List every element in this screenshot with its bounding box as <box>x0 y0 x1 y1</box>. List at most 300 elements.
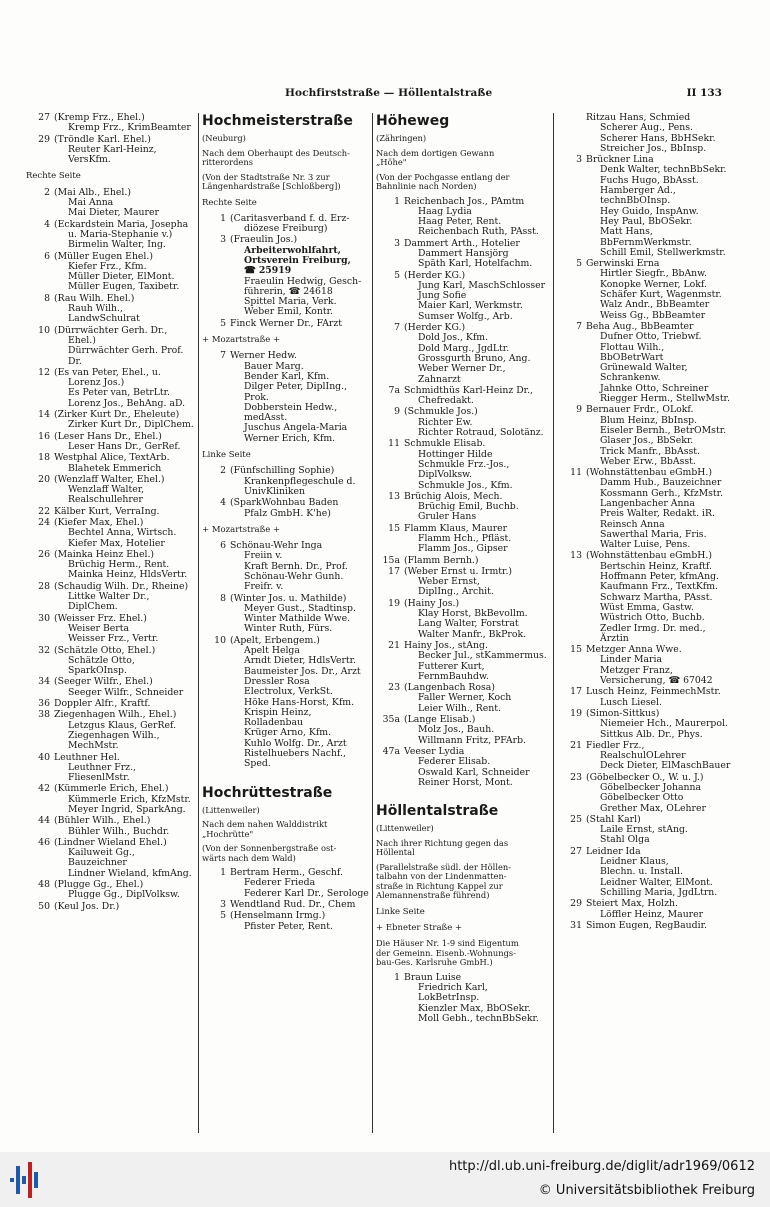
resident-line: Freiin v. <box>244 550 283 562</box>
resident-line: Lusch Liesel. <box>600 696 662 708</box>
house-number: 18 <box>38 452 50 464</box>
address-entry <box>26 326 196 367</box>
resident-line: (Lindner Wieland Ehel.) <box>54 836 167 848</box>
entry-body <box>230 911 370 932</box>
resident-line: Kiefer Max, Hotelier <box>68 537 165 549</box>
address-entry <box>26 368 196 409</box>
note-line: Bahnlinie nach Norden) <box>376 181 477 191</box>
resident-line: Weber Emil, Kontr. <box>244 306 334 318</box>
address-entry <box>376 239 550 270</box>
resident-line: Brüchig Emil, Buchb. <box>418 501 519 513</box>
address-entry <box>26 677 196 698</box>
entry-body <box>404 323 550 385</box>
address-entry <box>26 294 196 325</box>
house-number: 1 <box>394 971 400 983</box>
resident-line: (Apelt, Erbengem.) <box>230 634 320 646</box>
street-note <box>202 149 370 168</box>
house-number: 3 <box>394 237 400 249</box>
resident-line: Wendtland Rud. Dr., Chem <box>230 899 356 911</box>
resident-line: Blechn. u. Install. <box>600 866 683 878</box>
street-note <box>376 839 550 858</box>
column-rule <box>553 113 554 1133</box>
resident-line: Zirker Kurt Dr., DiplChem. <box>68 419 194 431</box>
resident-line: (Kremp Frz., Ehel.) <box>54 113 145 123</box>
resident-line: Kienzler Max, BbOSekr. <box>418 1002 531 1014</box>
resident-line: Weber Werner Dr., Zahnarzt <box>418 363 506 385</box>
section-label: Linke Seite <box>202 450 251 461</box>
house-number: 44 <box>38 815 50 827</box>
spacer <box>376 789 550 803</box>
resident-line: Reichenbach Ruth, PAsst. <box>418 226 539 238</box>
entry-body <box>586 921 750 931</box>
address-entry <box>202 466 370 497</box>
resident-line: Lindner Wieland, kfmAng. <box>68 867 192 879</box>
address-entry <box>376 567 550 598</box>
resident-line: Veeser Lydia <box>404 745 465 757</box>
resident-line: Krispin Heinz, Rolladenbau <box>244 706 312 729</box>
resident-line: Bechtel Anna, Wirtsch. <box>68 527 177 539</box>
column-3 <box>376 113 550 1133</box>
address-entry <box>26 475 196 506</box>
address-entry <box>26 432 196 453</box>
resident-line: Fiedler Frz., <box>586 739 645 751</box>
resident-line: Molz Jos., Bauh. <box>418 724 495 736</box>
address-entry <box>202 319 370 329</box>
resident-line: Hey Guido, InspAnw. <box>600 205 699 217</box>
resident-line: Löffler Heinz, Maurer <box>600 908 704 920</box>
address-entry <box>376 715 550 746</box>
resident-line: Müller Eugen, Taxibetr. <box>68 281 180 293</box>
entry-body <box>586 899 750 920</box>
house-number: 6 <box>44 250 50 262</box>
resident-line: Stahl Olga <box>600 834 650 846</box>
address-entry <box>26 614 196 645</box>
entry-body <box>54 816 196 837</box>
entry-body <box>230 319 370 329</box>
entry-body <box>230 498 370 519</box>
note-line: Nach dem dortigen Gewann <box>376 147 495 158</box>
resident-line: (Göbelbecker O., W. u. J.) <box>586 771 704 783</box>
footer-bar <box>0 1152 770 1207</box>
resident-line: (Schmukle Jos.) <box>404 406 478 418</box>
resident-line: Scherer Hans, BbHSekr. <box>600 132 716 144</box>
resident-line: (Schaudig Wilh. Dr., Rheine) <box>54 580 189 592</box>
house-number: 8 <box>44 292 50 304</box>
resident-line: (Keul Jos. Dr.) <box>54 900 120 912</box>
street-note <box>376 134 550 144</box>
resident-line: Weber Erw., BbAsst. <box>600 455 696 467</box>
note-line: Nach ihrer Richtung gegen das <box>376 837 509 848</box>
note-line: Die Häuser Nr. 1-9 sind Eigentum <box>376 938 519 949</box>
entry-body <box>586 815 750 846</box>
address-entry <box>26 220 196 251</box>
resident-line: Kraft Bernh. Dr., Prof. <box>244 560 348 572</box>
entry-body <box>54 550 196 581</box>
resident-line: (Bühler Wilh., Ehel.) <box>54 815 151 827</box>
resident-line: Streicher Jos., BbInsp. <box>600 142 707 154</box>
entry-body <box>586 645 750 686</box>
entry-body <box>230 541 370 592</box>
resident-line: Plugge Gg., DiplVolksw. <box>68 889 180 901</box>
resident-line: DiplVolksw. <box>418 469 472 481</box>
note-line: (Neuburg) <box>202 133 246 143</box>
entry-body <box>586 741 750 772</box>
address-entry <box>558 741 750 772</box>
house-number: 4 <box>220 497 226 509</box>
address-entry <box>26 410 196 431</box>
resident-line: (Kiefer Max, Ehel.) <box>54 516 144 528</box>
resident-line: Dobberstein Hedw., <box>244 401 338 413</box>
resident-line: Sumser Wolfg., Arb. <box>418 310 513 322</box>
house-number: 13 <box>388 490 400 502</box>
resident-line: Bernauer Frdr., OLokf. <box>586 404 694 416</box>
library-logo-icon <box>8 1160 42 1200</box>
resident-line: (Tröndle Karl. Ehel.) <box>54 133 151 145</box>
resident-line: Konopke Werner, Lokf. <box>600 278 707 290</box>
entry-body <box>54 646 196 677</box>
resident-line: Klay Horst, BkBevollm. <box>418 608 528 620</box>
address-entry <box>558 847 750 898</box>
note-line: bau-Ges. Karlsruhe GmbH.) <box>376 957 493 968</box>
resident-line: Becker Jul., stKammermus. <box>418 650 547 662</box>
address-entry <box>26 518 196 549</box>
house-number: 29 <box>570 898 582 910</box>
entry-body <box>54 753 196 784</box>
resident-line: ☎ 25919 <box>244 265 292 277</box>
resident-line: (Mainka Heinz Ehel.) <box>54 548 155 560</box>
address-entry <box>202 498 370 519</box>
house-number: 7a <box>388 384 400 396</box>
street-heading: Höheweg <box>376 113 450 129</box>
house-number: 1 <box>220 867 226 879</box>
street-note <box>202 820 370 839</box>
address-entry <box>558 815 750 846</box>
entry-body <box>230 594 370 635</box>
resident-line: Littke Walter Dr., DiplChem. <box>68 591 150 613</box>
resident-line: Beha Aug., BbBeamter <box>586 320 694 332</box>
resident-line: (Plugge Gg., Ehel.) <box>54 879 144 891</box>
section-label: Rechte Seite <box>202 197 257 208</box>
resident-line: Walz Andr., BbBeamter <box>600 299 710 311</box>
entry-body <box>404 556 550 566</box>
resident-line: Langenbacher Anna <box>600 497 695 509</box>
house-number: 48 <box>38 879 50 891</box>
address-entry <box>376 599 550 640</box>
house-number: 47a <box>382 745 400 757</box>
entry-body <box>54 368 196 409</box>
resident-line: Mainka Heinz, HldsVertr. <box>68 569 188 581</box>
entry-body <box>54 135 196 166</box>
resident-line: diözese Freiburg) <box>244 223 328 235</box>
resident-line: Gerwinski Erna <box>586 258 660 270</box>
house-number: 38 <box>38 709 50 721</box>
entry-body <box>586 709 750 740</box>
street-note <box>202 173 370 192</box>
resident-line: Ehel.) <box>68 334 96 346</box>
resident-line: Metzger Anna Wwe. <box>586 644 682 656</box>
resident-line: Maier Karl, Werkmstr. <box>418 300 523 312</box>
house-number <box>558 113 586 154</box>
resident-line: Leuthner Hel. <box>54 751 120 763</box>
address-entry <box>26 699 196 709</box>
entry-body <box>54 410 196 431</box>
house-number: 13 <box>570 550 582 562</box>
resident-line: Preis Walter, Redakt. iR. <box>600 508 715 520</box>
address-entry <box>26 838 196 879</box>
house-number: 5 <box>394 269 400 281</box>
address-entry <box>558 113 750 154</box>
column-rule <box>372 113 373 1133</box>
entry-body <box>54 188 196 219</box>
resident-line: Fraeulin Hedwig, Gesch- <box>244 275 362 287</box>
resident-line: Bender Karl, Kfm. <box>244 370 330 382</box>
resident-line: Oswald Karl, Schneider <box>418 766 530 778</box>
entry-body <box>54 902 196 912</box>
entry-body <box>54 518 196 549</box>
house-number: 11 <box>570 467 582 479</box>
resident-line: Pfalz GmbH. K'he) <box>244 507 331 519</box>
address-entry <box>26 453 196 474</box>
resident-line: Juschus Angela-Maria <box>244 422 348 434</box>
house-number: 50 <box>38 900 50 912</box>
resident-line: Bertschin Heinz, Kraftf. <box>600 560 712 572</box>
resident-line: Schönau-Wehr Gunh. <box>244 571 344 582</box>
house-number: 21 <box>570 739 582 751</box>
street-note <box>202 844 370 863</box>
entry-body <box>54 252 196 293</box>
entry-body <box>404 492 550 523</box>
resident-line: Reuter Karl-Heinz, <box>68 143 157 155</box>
street-note <box>202 134 370 144</box>
house-number: 7 <box>394 322 400 334</box>
entry-body <box>586 687 750 708</box>
resident-line: Hottinger Hilde <box>418 448 493 460</box>
resident-line: Spittel Maria, Verk. <box>244 296 337 308</box>
resident-line: Chefredakt. <box>418 395 474 407</box>
resident-line: Es Peter van, BetrLtr. <box>68 387 170 399</box>
resident-line: Werner Erich, Kfm. <box>244 432 336 444</box>
resident-line: Scherer Aug., Pens. <box>600 122 693 134</box>
resident-line: Schwarz Martha, PAsst. <box>600 591 713 603</box>
resident-line: Schmukle Jos., Kfm. <box>418 479 513 491</box>
house-number: 3 <box>220 899 226 911</box>
street-note <box>376 149 550 168</box>
resident-line: (Es van Peter, Ehel., u. <box>54 366 161 378</box>
resident-line: Ärztin <box>600 632 629 644</box>
entry-body <box>54 838 196 879</box>
source-url-link[interactable]: http://dl.ub.uni-freiburg.de/diglit/adr1969/0612 <box>448 1159 755 1174</box>
address-entry <box>376 271 550 322</box>
resident-line: Flamm Hch., Pfläst. <box>418 533 512 544</box>
entry-body <box>54 784 196 815</box>
section-label: + Mozartstraße + <box>202 335 281 346</box>
entry-body <box>586 322 750 404</box>
resident-line: (Mai Alb., Ehel.) <box>54 186 131 198</box>
resident-line: Westphal Alice, TextArb. <box>54 452 170 464</box>
address-entry <box>26 646 196 677</box>
address-entry <box>376 683 550 714</box>
resident-line: Müller Dieter, ElMont. <box>68 271 175 283</box>
resident-line: Bertram Herm., Geschf. <box>230 867 343 879</box>
house-number: 8 <box>220 592 226 604</box>
house-number: 6 <box>220 540 226 552</box>
resident-line: Kälber Kurt, VerraIng. <box>54 505 160 517</box>
resident-line: (Wohnstättenbau eGmbH.) <box>586 467 712 479</box>
resident-line: Winter Ruth, Fürs. <box>244 623 333 635</box>
resident-line: Letzgus Klaus, GerRef. <box>68 719 177 731</box>
resident-line: Brückner Lina <box>586 154 654 166</box>
resident-line: Electrolux, VerkSt. <box>244 686 333 698</box>
resident-line: Steiert Max, Holzh. <box>586 898 678 910</box>
resident-line: Bauer Marg. <box>244 360 304 372</box>
entry-body <box>404 747 550 788</box>
spacer <box>202 771 370 785</box>
note-line: (Littenweiler) <box>376 823 434 834</box>
copyright-text: © Universitätsbibliothek Freiburg <box>538 1183 755 1198</box>
resident-line: MechMstr. <box>68 740 119 752</box>
address-entry <box>202 900 370 910</box>
resident-line: (Fünfschilling Sophie) <box>230 465 335 477</box>
house-number: 21 <box>388 639 400 651</box>
resident-line: LokBetrInsp. <box>418 992 480 1004</box>
resident-line: FernmBauhdw. <box>418 670 489 682</box>
address-entry <box>376 556 550 566</box>
note-line: der Gemeinn. Eisenb.-Wohnungs- <box>376 947 516 958</box>
house-number: 10 <box>214 634 226 646</box>
resident-line: Ortsverein Freiburg, <box>244 254 351 266</box>
resident-line: Göbelbecker Johanna <box>600 782 702 793</box>
address-entry <box>376 524 550 555</box>
resident-line: BbFernmWerkmstr. <box>600 236 692 248</box>
resident-line: Schrankenw. <box>600 372 661 384</box>
address-entry <box>26 816 196 837</box>
address-entry <box>26 113 196 134</box>
note-line: „Höhe" <box>376 157 407 167</box>
resident-line: Späth Karl, Hotelfachm. <box>418 258 533 270</box>
resident-line: Grether Max, OLehrer <box>600 802 706 814</box>
house-number: 26 <box>38 548 50 560</box>
resident-line: Friedrich Karl, <box>418 982 488 994</box>
house-number: 29 <box>38 133 50 145</box>
address-entry <box>376 973 550 1024</box>
resident-line: Braun Luise <box>404 971 462 983</box>
resident-line: Matt Hans, <box>600 226 653 238</box>
house-number: 14 <box>38 409 50 421</box>
address-entry <box>26 507 196 517</box>
entry-body <box>54 326 196 367</box>
address-entry <box>558 405 750 467</box>
house-number: 22 <box>38 505 50 517</box>
resident-line: Damm Hub., Bauzeichner <box>600 477 722 489</box>
resident-line: Leidner Klaus, <box>600 856 669 868</box>
resident-line: VersKfm. <box>68 154 111 166</box>
section-label: Rechte Seite <box>26 171 81 182</box>
note-line: (Von der Pochgasse entlang der <box>376 171 510 182</box>
resident-line: Flamm Jos., Gipser <box>418 543 508 555</box>
entry-body <box>54 677 196 698</box>
resident-line: Arndt Dieter, HdlsVertr. <box>244 655 357 667</box>
resident-line: Weiss Gg., BbBeamter <box>600 309 706 321</box>
resident-line: Federer Elisab. <box>418 756 491 768</box>
resident-line: Lusch Heinz, FeinmechMstr. <box>586 686 721 698</box>
note-line: talbahn von der Lindenmatten- <box>376 871 507 882</box>
resident-line: Dressler Rosa <box>244 675 310 687</box>
resident-line: Schäfer Kurt, Wagenmstr. <box>600 289 722 301</box>
address-entry <box>558 155 750 258</box>
resident-line: Glaser Jos., BbSekr. <box>600 435 694 447</box>
entry-body <box>404 567 550 598</box>
entry-body <box>54 475 196 506</box>
entry-body <box>404 407 550 438</box>
column-2 <box>202 113 370 1133</box>
resident-line: Grünewald Walter, <box>600 362 688 374</box>
resident-line: (Weber Ernst u. Irmtr.) <box>404 565 513 577</box>
house-number: 25 <box>570 813 582 825</box>
resident-line: (Kümmerle Erich, Ehel.) <box>54 783 169 795</box>
resident-line: (Simon-Sittkus) <box>586 707 660 719</box>
address-entry <box>376 492 550 523</box>
resident-line: Jung Karl, MaschSchlosser <box>418 279 546 291</box>
entry-body <box>404 715 550 746</box>
house-number: 24 <box>38 516 50 528</box>
resident-line: Kossmann Gerh., KfzMstr. <box>600 487 724 499</box>
resident-line: Brüchig Alois, Mech. <box>404 490 503 502</box>
entry-body <box>54 582 196 613</box>
house-number: 17 <box>388 565 400 577</box>
entry-body <box>54 113 196 134</box>
note-line: Nach dem Oberhaupt des Deutsch- <box>202 147 350 158</box>
resident-line: (SparkWohnbau Baden <box>230 497 339 509</box>
section-label: + Ebneter Straße + <box>376 922 463 933</box>
resident-line: Realschullehrer <box>68 494 143 506</box>
resident-line: Freifr. v. <box>244 581 284 593</box>
section-label: + Mozartstraße + <box>202 524 281 535</box>
resident-line: Hey Paul, BbOSekr. <box>600 215 693 227</box>
resident-line: Niemeier Hch., Maurerpol. <box>600 718 728 730</box>
entry-body <box>230 868 370 899</box>
resident-line: Hainy Jos., stAng. <box>404 639 488 651</box>
house-number: 31 <box>570 919 582 931</box>
address-entry <box>202 594 370 635</box>
house-number: 1 <box>220 212 226 224</box>
resident-line: Dürrwächter Gerh. Prof. Dr. <box>68 345 184 367</box>
street-heading: Hochrüttestraße <box>202 784 333 801</box>
entry-body <box>230 466 370 497</box>
entry-body <box>404 599 550 640</box>
resident-line: Blahetek Emmerich <box>68 462 162 474</box>
resident-line: Leser Hans Dr., GerRef. <box>68 440 181 452</box>
resident-line: (Dürrwächter Gerh. Dr., <box>54 324 168 336</box>
resident-line: Walter Manfr., BkProk. <box>418 628 527 640</box>
note-line: Längenhardstraße [Schloßberg]) <box>202 181 341 191</box>
page-number: II 133 <box>686 87 722 99</box>
address-entry <box>26 784 196 815</box>
resident-line: (Caritasverband f. d. Erz- <box>230 212 350 224</box>
address-entry <box>558 709 750 740</box>
house-number: 46 <box>38 836 50 848</box>
resident-line: Leidner Walter, ElMont. <box>600 876 713 888</box>
resident-line: Federer Frieda <box>244 877 316 889</box>
entry-body <box>230 900 370 910</box>
resident-line: Sittkus Alb. Dr., Phys. <box>600 728 703 740</box>
column-1 <box>26 113 196 1133</box>
resident-line: Moll Gebh., technBbSekr. <box>418 1012 539 1024</box>
resident-line: Leier Wilh., Rent. <box>418 702 501 714</box>
street-note <box>202 806 370 816</box>
resident-line: Seeger Wilfr., Schneider <box>68 686 184 698</box>
entry-body <box>230 235 370 317</box>
resident-line: (Müller Eugen Ehel.) <box>54 250 153 262</box>
